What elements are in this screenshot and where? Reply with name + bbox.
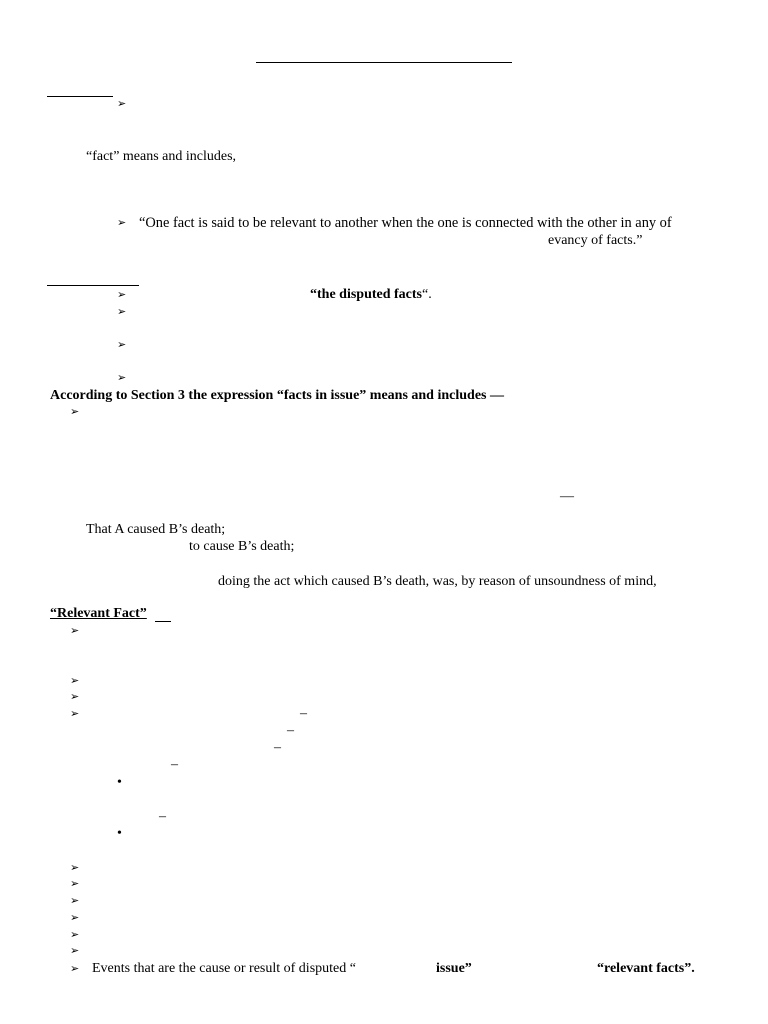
section-heading-underline-1: [47, 96, 113, 97]
title-underline: [256, 62, 512, 63]
relevant-fact-heading: “Relevant Fact”: [50, 606, 147, 621]
arrow-bullet-icon: ➢: [70, 624, 80, 637]
arrow-bullet-icon: ➢: [70, 911, 80, 924]
fact-definition-text: “fact” means and includes,: [86, 149, 237, 164]
dash-mark: –: [159, 809, 166, 824]
relevance-definition-line-1: “One fact is said to be relevant to another when the one is connected with the other in any of: [139, 215, 672, 231]
dash-mark: –: [300, 706, 307, 721]
arrow-bullet-icon: ➢: [70, 894, 80, 907]
disputed-facts-text: [310, 287, 432, 303]
arrow-bullet-icon: ➢: [70, 690, 80, 703]
round-bullet-icon: •: [117, 775, 122, 790]
arrow-bullet-icon: ➢: [70, 405, 80, 418]
arrow-bullet-icon: ➢: [70, 674, 80, 687]
arrow-bullet-icon: ➢: [70, 962, 80, 975]
disputed-facts-bold: “the disputed facts: [310, 287, 423, 302]
arrow-bullet-icon: ➢: [70, 928, 80, 941]
illustration-line-1: That A caused B’s death;: [86, 522, 226, 537]
events-relevant-facts-text: “relevant facts”.: [597, 961, 695, 976]
arrow-bullet-icon: ➢: [117, 371, 127, 384]
arrow-bullet-icon: ➢: [117, 97, 127, 110]
section-3-heading: According to Section 3 the expression “facts in issue” means and includes —: [50, 388, 504, 403]
arrow-bullet-icon: ➢: [70, 861, 80, 874]
relevance-definition-line-2: evancy of facts.”: [548, 233, 643, 248]
dash-mark: –: [274, 740, 281, 755]
dash-mark: –: [171, 757, 178, 772]
relevant-fact-underline-tail: [155, 621, 171, 622]
arrow-bullet-icon: ➢: [70, 877, 80, 890]
disputed-facts-tail: “.: [422, 287, 432, 302]
illustration-line-2: to cause B’s death;: [189, 539, 295, 554]
events-line-text: Events that are the cause or result of disputed “: [92, 961, 356, 976]
em-dash-mark: —: [560, 489, 574, 504]
arrow-bullet-icon: ➢: [117, 216, 127, 229]
arrow-bullet-icon: ➢: [70, 707, 80, 720]
arrow-bullet-icon: ➢: [117, 305, 127, 318]
round-bullet-icon: •: [117, 826, 122, 841]
arrow-bullet-icon: ➢: [117, 288, 127, 301]
illustration-line-3: doing the act which caused B’s death, was, by reason of unsoundness of mind,: [218, 574, 657, 589]
dash-mark: –: [287, 723, 294, 738]
section-heading-underline-2: [47, 285, 139, 286]
arrow-bullet-icon: ➢: [117, 338, 127, 351]
arrow-bullet-icon: ➢: [70, 944, 80, 957]
events-issue-text: issue”: [436, 961, 472, 976]
